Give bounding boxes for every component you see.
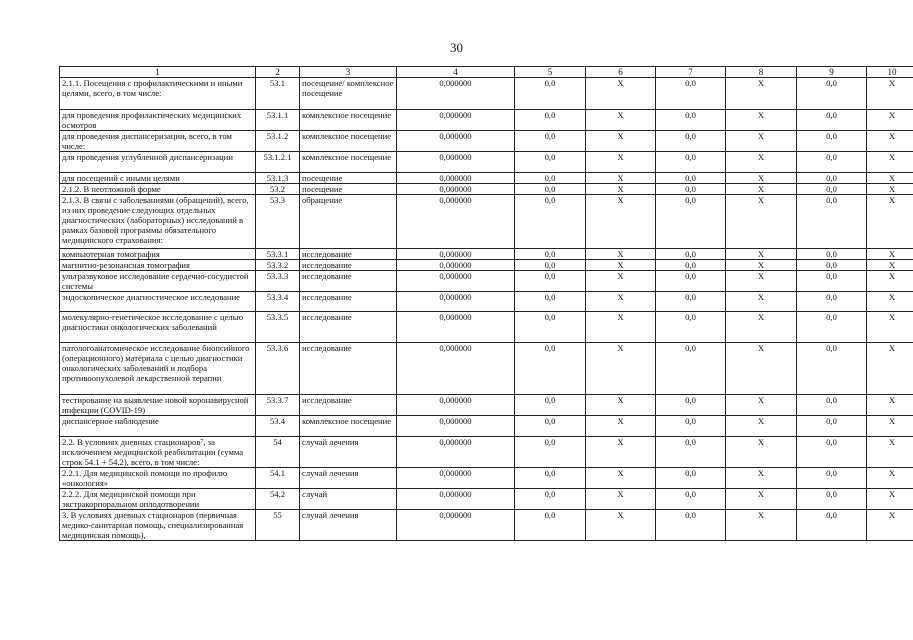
row-code: 53.1.2.1 <box>256 152 300 173</box>
row-value-8: X <box>726 184 797 195</box>
row-value-7: 0,0 <box>656 184 726 195</box>
row-value-6: X <box>586 312 656 343</box>
row-value-4: 0,000000 <box>397 249 515 260</box>
row-value-5: 0,0 <box>515 312 586 343</box>
row-value-6: X <box>586 195 656 249</box>
row-value-5: 0,0 <box>515 416 586 437</box>
table-row <box>60 260 913 271</box>
row-code: 53.1.1 <box>256 110 300 131</box>
row-value-7: 0,0 <box>656 510 726 541</box>
row-value-9: 0,0 <box>797 260 867 271</box>
row-name: тестирование на выявление новой коронавирусной инфекции (COVID-19) <box>60 395 256 416</box>
row-value-8: X <box>726 271 797 292</box>
data-table <box>59 66 913 541</box>
row-value-9: 0,0 <box>797 152 867 173</box>
row-name: для проведения диспансеризации, всего, в том числе: <box>60 131 256 152</box>
row-value-6: X <box>586 395 656 416</box>
table-row <box>60 110 913 131</box>
row-value-4: 0,000000 <box>397 173 515 184</box>
row-value-8: X <box>726 468 797 489</box>
row-value-5: 0,0 <box>515 260 586 271</box>
row-name: магнитно-резонансная томография <box>60 260 256 271</box>
table-row <box>60 343 913 395</box>
row-name: молекулярно-генетическое исследование с целью диагностики онкологических заболеваний <box>60 312 256 343</box>
row-value-7: 0,0 <box>656 195 726 249</box>
row-value-4: 0,000000 <box>397 489 515 510</box>
row-unit: посещение <box>300 184 397 195</box>
row-value-6: X <box>586 510 656 541</box>
table-row <box>60 468 913 489</box>
row-value-4: 0,000000 <box>397 78 515 110</box>
row-name: 2.1.1. Посещения с профилактическими и иными целями, всего, в том числе: <box>60 78 256 110</box>
row-value-8: X <box>726 152 797 173</box>
column-header: 5 <box>515 67 586 78</box>
row-name: для посещений с иными целями <box>60 173 256 184</box>
row-value-10: X <box>867 468 913 489</box>
row-value-4: 0,000000 <box>397 343 515 395</box>
row-value-7: 0,0 <box>656 468 726 489</box>
row-value-8: X <box>726 395 797 416</box>
row-code: 53.3 <box>256 195 300 249</box>
row-name: патологоанатомическое исследование биопсийного (операционного) материала с целью диагностики онкологических заболеваний и подбора противоопухолевой лекарственной терапии <box>60 343 256 395</box>
row-code: 53.3.4 <box>256 292 300 312</box>
row-unit: исследование <box>300 312 397 343</box>
row-name: 3. В условиях дневных стационаров (первичная медико-санитарная помощь, специализированная медицинская помощь), <box>60 510 256 541</box>
row-value-4: 0,000000 <box>397 468 515 489</box>
table-row <box>60 249 913 260</box>
column-header: 7 <box>656 67 726 78</box>
row-code: 54.1 <box>256 468 300 489</box>
row-value-8: X <box>726 343 797 395</box>
row-value-10: X <box>867 271 913 292</box>
row-unit: посещение <box>300 173 397 184</box>
table-row <box>60 489 913 510</box>
row-unit: случай лечения <box>300 510 397 541</box>
row-unit: исследование <box>300 271 397 292</box>
row-value-4: 0,000000 <box>397 260 515 271</box>
row-value-5: 0,0 <box>515 249 586 260</box>
row-value-5: 0,0 <box>515 110 586 131</box>
row-value-6: X <box>586 437 656 468</box>
row-value-8: X <box>726 437 797 468</box>
row-unit: случай <box>300 489 397 510</box>
row-value-6: X <box>586 416 656 437</box>
row-value-4: 0,000000 <box>397 184 515 195</box>
row-value-4: 0,000000 <box>397 416 515 437</box>
row-name: диспансерное наблюдение <box>60 416 256 437</box>
row-value-6: X <box>586 489 656 510</box>
row-value-8: X <box>726 131 797 152</box>
row-value-8: X <box>726 292 797 312</box>
row-value-4: 0,000000 <box>397 271 515 292</box>
header-row <box>60 67 913 78</box>
row-value-8: X <box>726 173 797 184</box>
row-value-6: X <box>586 173 656 184</box>
row-code: 55 <box>256 510 300 541</box>
row-code: 53.3.1 <box>256 249 300 260</box>
row-value-8: X <box>726 249 797 260</box>
row-value-4: 0,000000 <box>397 131 515 152</box>
row-code: 53.3.6 <box>256 343 300 395</box>
row-value-10: X <box>867 260 913 271</box>
row-value-10: X <box>867 343 913 395</box>
row-value-8: X <box>726 78 797 110</box>
row-value-7: 0,0 <box>656 312 726 343</box>
column-header: 4 <box>397 67 515 78</box>
column-header: 9 <box>797 67 867 78</box>
row-value-7: 0,0 <box>656 292 726 312</box>
row-unit: исследование <box>300 249 397 260</box>
row-value-6: X <box>586 292 656 312</box>
row-value-8: X <box>726 260 797 271</box>
table-row <box>60 416 913 437</box>
row-value-9: 0,0 <box>797 416 867 437</box>
row-value-6: X <box>586 271 656 292</box>
row-value-7: 0,0 <box>656 152 726 173</box>
row-value-4: 0,000000 <box>397 195 515 249</box>
row-value-7: 0,0 <box>656 249 726 260</box>
row-value-8: X <box>726 489 797 510</box>
row-value-6: X <box>586 260 656 271</box>
row-value-10: X <box>867 249 913 260</box>
table-row <box>60 292 913 312</box>
row-code: 53.3.3 <box>256 271 300 292</box>
table-row <box>60 78 913 110</box>
row-value-4: 0,000000 <box>397 510 515 541</box>
table-row <box>60 312 913 343</box>
table-row <box>60 395 913 416</box>
row-code: 53.1 <box>256 78 300 110</box>
row-unit: комплексное посещение <box>300 152 397 173</box>
row-value-9: 0,0 <box>797 312 867 343</box>
row-value-7: 0,0 <box>656 78 726 110</box>
row-value-5: 0,0 <box>515 395 586 416</box>
row-value-5: 0,0 <box>515 437 586 468</box>
table-row <box>60 195 913 249</box>
row-value-9: 0,0 <box>797 110 867 131</box>
row-value-10: X <box>867 437 913 468</box>
table-body <box>60 67 913 541</box>
row-value-4: 0,000000 <box>397 152 515 173</box>
row-name: для проведения профилактических медицинских осмотров <box>60 110 256 131</box>
row-value-7: 0,0 <box>656 110 726 131</box>
row-value-5: 0,0 <box>515 152 586 173</box>
row-value-4: 0,000000 <box>397 110 515 131</box>
row-code: 53.1.3 <box>256 173 300 184</box>
row-value-10: X <box>867 173 913 184</box>
row-value-5: 0,0 <box>515 131 586 152</box>
row-unit: исследование <box>300 292 397 312</box>
row-code: 53.2 <box>256 184 300 195</box>
row-value-4: 0,000000 <box>397 312 515 343</box>
table-row <box>60 271 913 292</box>
column-header: 1 <box>60 67 256 78</box>
row-value-9: 0,0 <box>797 437 867 468</box>
row-value-6: X <box>586 184 656 195</box>
table-row <box>60 152 913 173</box>
column-header: 2 <box>256 67 300 78</box>
row-value-6: X <box>586 78 656 110</box>
column-header: 10 <box>867 67 913 78</box>
row-value-5: 0,0 <box>515 195 586 249</box>
row-name: 2.2.2. Для медицинской помощи при экстракорпоральном оплодотворении <box>60 489 256 510</box>
row-name: ультразвуковое исследование сердечно-сосудистой системы <box>60 271 256 292</box>
row-value-7: 0,0 <box>656 416 726 437</box>
row-value-10: X <box>867 184 913 195</box>
row-value-6: X <box>586 249 656 260</box>
row-value-5: 0,0 <box>515 510 586 541</box>
row-value-10: X <box>867 131 913 152</box>
row-code: 54.2 <box>256 489 300 510</box>
row-code: 53.3.7 <box>256 395 300 416</box>
row-value-4: 0,000000 <box>397 437 515 468</box>
row-value-7: 0,0 <box>656 131 726 152</box>
row-unit: случай лечения <box>300 468 397 489</box>
row-code: 54 <box>256 437 300 468</box>
row-value-7: 0,0 <box>656 173 726 184</box>
row-value-7: 0,0 <box>656 271 726 292</box>
row-name: 2.2. В условиях дневных стационаров⁷, за исключением медицинской реабилитации (сумма строк 54.1 + 54.2), всего, в том числе: <box>60 437 256 468</box>
column-header: 8 <box>726 67 797 78</box>
row-value-5: 0,0 <box>515 343 586 395</box>
row-code: 53.1.2 <box>256 131 300 152</box>
table-row <box>60 173 913 184</box>
row-value-9: 0,0 <box>797 184 867 195</box>
row-name: 2.1.3. В связи с заболеваниями (обращений), всего, из них проведение следующих отдельных диагностических (лабораторных) исследований в рамках базовой программы обязательного медицинского страхования: <box>60 195 256 249</box>
table-row <box>60 131 913 152</box>
row-value-10: X <box>867 489 913 510</box>
row-value-9: 0,0 <box>797 468 867 489</box>
row-value-5: 0,0 <box>515 468 586 489</box>
row-value-5: 0,0 <box>515 489 586 510</box>
row-name: 2.1.2. В неотложной форме <box>60 184 256 195</box>
row-name: эндоскопическое диагностическое исследование <box>60 292 256 312</box>
row-value-9: 0,0 <box>797 195 867 249</box>
row-name: 2.2.1. Для медицинской помощи по профилю «онкология» <box>60 468 256 489</box>
row-value-10: X <box>867 152 913 173</box>
row-unit: посещение/ комплексное посещение <box>300 78 397 110</box>
row-value-9: 0,0 <box>797 489 867 510</box>
row-value-5: 0,0 <box>515 271 586 292</box>
row-value-8: X <box>726 110 797 131</box>
row-value-7: 0,0 <box>656 489 726 510</box>
row-value-9: 0,0 <box>797 395 867 416</box>
row-value-6: X <box>586 110 656 131</box>
row-value-5: 0,0 <box>515 78 586 110</box>
row-value-7: 0,0 <box>656 343 726 395</box>
page-number: 30 <box>450 40 463 55</box>
row-name: для проведения углубленной диспансеризации <box>60 152 256 173</box>
row-value-5: 0,0 <box>515 292 586 312</box>
row-value-6: X <box>586 468 656 489</box>
row-value-9: 0,0 <box>797 343 867 395</box>
row-unit: обращение <box>300 195 397 249</box>
row-value-9: 0,0 <box>797 292 867 312</box>
row-value-9: 0,0 <box>797 271 867 292</box>
row-value-7: 0,0 <box>656 395 726 416</box>
row-value-8: X <box>726 312 797 343</box>
row-value-5: 0,0 <box>515 173 586 184</box>
row-value-7: 0,0 <box>656 437 726 468</box>
table-row <box>60 184 913 195</box>
row-unit: исследование <box>300 343 397 395</box>
row-value-9: 0,0 <box>797 249 867 260</box>
row-value-4: 0,000000 <box>397 395 515 416</box>
row-value-9: 0,0 <box>797 78 867 110</box>
row-value-9: 0,0 <box>797 131 867 152</box>
row-value-6: X <box>586 343 656 395</box>
row-unit: комплексное посещение <box>300 416 397 437</box>
row-unit: исследование <box>300 395 397 416</box>
row-unit: случай лечения <box>300 437 397 468</box>
row-value-6: X <box>586 131 656 152</box>
row-value-10: X <box>867 78 913 110</box>
row-value-8: X <box>726 510 797 541</box>
row-value-10: X <box>867 195 913 249</box>
row-value-10: X <box>867 510 913 541</box>
row-code: 53.3.5 <box>256 312 300 343</box>
row-code: 53.4 <box>256 416 300 437</box>
row-unit: комплексное посещение <box>300 131 397 152</box>
table-row <box>60 510 913 541</box>
row-name: компьютерная томография <box>60 249 256 260</box>
column-header: 6 <box>586 67 656 78</box>
row-unit: комплексное посещение <box>300 110 397 131</box>
row-value-10: X <box>867 416 913 437</box>
row-value-8: X <box>726 416 797 437</box>
column-header: 3 <box>300 67 397 78</box>
table-row <box>60 437 913 468</box>
row-value-10: X <box>867 292 913 312</box>
row-value-5: 0,0 <box>515 184 586 195</box>
row-value-4: 0,000000 <box>397 292 515 312</box>
row-value-10: X <box>867 395 913 416</box>
row-value-8: X <box>726 195 797 249</box>
row-unit: исследование <box>300 260 397 271</box>
row-value-7: 0,0 <box>656 260 726 271</box>
row-value-6: X <box>586 152 656 173</box>
row-value-9: 0,0 <box>797 173 867 184</box>
row-value-10: X <box>867 312 913 343</box>
row-code: 53.3.2 <box>256 260 300 271</box>
row-value-10: X <box>867 110 913 131</box>
row-value-9: 0,0 <box>797 510 867 541</box>
